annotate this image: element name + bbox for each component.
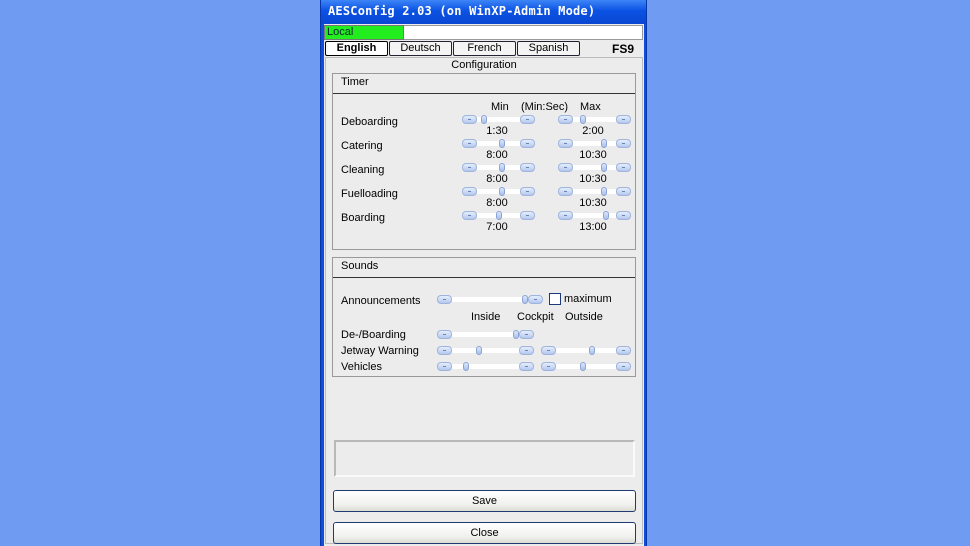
slider-track: [572, 141, 617, 146]
timer-min-slider[interactable]: [462, 187, 535, 196]
timer-max-slider[interactable]: [558, 163, 631, 172]
slider-right-arrow-icon[interactable]: [520, 187, 535, 196]
slider-right-arrow-icon[interactable]: [528, 295, 543, 304]
slider-left-arrow-icon[interactable]: [462, 139, 477, 148]
divider: [333, 93, 635, 94]
slider-right-arrow-icon[interactable]: [616, 346, 631, 355]
sound-row-label: Jetway Warning: [341, 345, 419, 357]
close-button[interactable]: Close: [333, 522, 636, 544]
slider-left-arrow-icon[interactable]: [462, 115, 477, 124]
slider-left-arrow-icon[interactable]: [558, 211, 573, 220]
maximum-checkbox[interactable]: [549, 293, 561, 305]
slider-right-arrow-icon[interactable]: [520, 139, 535, 148]
timer-max-value: 13:00: [579, 221, 607, 233]
language-deutsch-button[interactable]: Deutsch: [389, 41, 452, 56]
timer-max-header: Max: [580, 101, 601, 113]
outside-volume-slider[interactable]: [541, 346, 631, 355]
slider-right-arrow-icon[interactable]: [519, 330, 534, 339]
slider-track: [572, 189, 617, 194]
language-french-button[interactable]: French: [453, 41, 516, 56]
app-window: [320, 0, 647, 546]
cockpit-header: Cockpit: [517, 311, 554, 323]
timer-min-value: 1:30: [486, 125, 508, 137]
timer-max-slider[interactable]: [558, 139, 631, 148]
timer-row-label: Cleaning: [341, 164, 385, 176]
slider-right-arrow-icon[interactable]: [519, 346, 534, 355]
slider-left-arrow-icon[interactable]: [558, 115, 573, 124]
timer-min-slider[interactable]: [462, 139, 535, 148]
slider-track: [451, 332, 520, 337]
slider-left-arrow-icon[interactable]: [558, 187, 573, 196]
divider: [333, 277, 635, 278]
slider-track: [451, 297, 529, 302]
language-english-button[interactable]: English: [325, 41, 388, 56]
slider-track: [451, 348, 520, 353]
slider-right-arrow-icon[interactable]: [616, 163, 631, 172]
slider-right-arrow-icon[interactable]: [520, 163, 535, 172]
slider-thumb[interactable]: [589, 346, 595, 355]
slider-left-arrow-icon[interactable]: [558, 139, 573, 148]
slider-right-arrow-icon[interactable]: [519, 362, 534, 371]
slider-thumb[interactable]: [499, 163, 505, 172]
inside-header: Inside: [471, 311, 501, 323]
timer-min-slider[interactable]: [462, 163, 535, 172]
timer-min-slider[interactable]: [462, 211, 535, 220]
slider-left-arrow-icon[interactable]: [541, 346, 556, 355]
title-bar[interactable]: [321, 0, 646, 24]
language-spanish-button[interactable]: Spanish: [517, 41, 580, 56]
sound-row-label: Vehicles: [341, 361, 382, 373]
maximum-label: maximum: [564, 293, 612, 305]
slider-right-arrow-icon[interactable]: [520, 211, 535, 220]
slider-left-arrow-icon[interactable]: [462, 163, 477, 172]
slider-thumb[interactable]: [496, 211, 502, 220]
timer-min-value: 8:00: [486, 173, 508, 185]
timer-unit-header: (Min:Sec): [521, 101, 569, 113]
inside-volume-slider[interactable]: [437, 362, 534, 371]
timer-max-slider[interactable]: [558, 115, 631, 124]
outside-header: Outside: [565, 311, 603, 323]
slider-track: [572, 165, 617, 170]
slider-left-arrow-icon[interactable]: [462, 211, 477, 220]
slider-left-arrow-icon[interactable]: [437, 346, 452, 355]
timer-max-value: 10:30: [579, 197, 607, 209]
slider-thumb[interactable]: [513, 330, 519, 339]
timer-row-label: Boarding: [341, 212, 386, 224]
slider-right-arrow-icon[interactable]: [616, 115, 631, 124]
sim-version-label: FS9: [612, 42, 635, 56]
timer-row-label: Catering: [341, 140, 383, 152]
slider-thumb[interactable]: [601, 139, 607, 148]
timer-group: [332, 73, 636, 250]
slider-left-arrow-icon[interactable]: [437, 295, 452, 304]
sounds-group-title: Sounds: [341, 260, 379, 272]
slider-track: [451, 364, 520, 369]
slider-right-arrow-icon[interactable]: [616, 187, 631, 196]
slider-left-arrow-icon[interactable]: [558, 163, 573, 172]
slider-thumb[interactable]: [522, 295, 528, 304]
timer-row-label: Fuelloading: [341, 188, 398, 200]
slider-track: [572, 213, 617, 218]
slider-thumb[interactable]: [481, 115, 487, 124]
slider-thumb[interactable]: [476, 346, 482, 355]
slider-right-arrow-icon[interactable]: [616, 362, 631, 371]
timer-min-value: 8:00: [486, 197, 508, 209]
slider-left-arrow-icon[interactable]: [541, 362, 556, 371]
slider-thumb[interactable]: [580, 115, 586, 124]
status-bar: [404, 25, 643, 40]
slider-right-arrow-icon[interactable]: [616, 211, 631, 220]
window-title: AESConfig 2.03 (on WinXP-Admin Mode): [328, 4, 596, 18]
slider-thumb[interactable]: [580, 362, 586, 371]
status-indicator: Local: [324, 25, 404, 40]
slider-thumb[interactable]: [601, 163, 607, 172]
timer-max-value: 2:00: [582, 125, 604, 137]
slider-thumb[interactable]: [463, 362, 469, 371]
sounds-group: [332, 257, 636, 377]
slider-track: [555, 348, 617, 353]
save-button[interactable]: Save: [333, 490, 636, 512]
slider-left-arrow-icon[interactable]: [437, 362, 452, 371]
sound-row-label: De-/Boarding: [341, 329, 406, 341]
slider-track: [572, 117, 617, 122]
timer-row-label: Deboarding: [341, 116, 398, 128]
window-client: [324, 24, 644, 546]
timer-max-slider[interactable]: [558, 187, 631, 196]
slider-left-arrow-icon[interactable]: [462, 187, 477, 196]
outside-volume-slider[interactable]: [541, 362, 631, 371]
inside-volume-slider[interactable]: [437, 330, 534, 339]
info-box: [334, 440, 635, 477]
slider-thumb[interactable]: [499, 187, 505, 196]
slider-thumb[interactable]: [603, 211, 609, 220]
slider-track: [555, 364, 617, 369]
timer-max-value: 10:30: [579, 149, 607, 161]
timer-max-slider[interactable]: [558, 211, 631, 220]
tab-configuration[interactable]: Configuration: [451, 59, 517, 71]
timer-min-value: 7:00: [486, 221, 508, 233]
timer-min-value: 8:00: [486, 149, 508, 161]
slider-right-arrow-icon[interactable]: [520, 115, 535, 124]
slider-thumb[interactable]: [499, 139, 505, 148]
timer-group-title: Timer: [341, 76, 369, 88]
inside-volume-slider[interactable]: [437, 346, 534, 355]
timer-min-header: Min: [491, 101, 509, 113]
slider-right-arrow-icon[interactable]: [616, 139, 631, 148]
timer-min-slider[interactable]: [462, 115, 535, 124]
announcements-label: Announcements: [341, 295, 421, 307]
slider-thumb[interactable]: [601, 187, 607, 196]
slider-left-arrow-icon[interactable]: [437, 330, 452, 339]
announcements-volume-slider[interactable]: [437, 295, 543, 304]
timer-max-value: 10:30: [579, 173, 607, 185]
